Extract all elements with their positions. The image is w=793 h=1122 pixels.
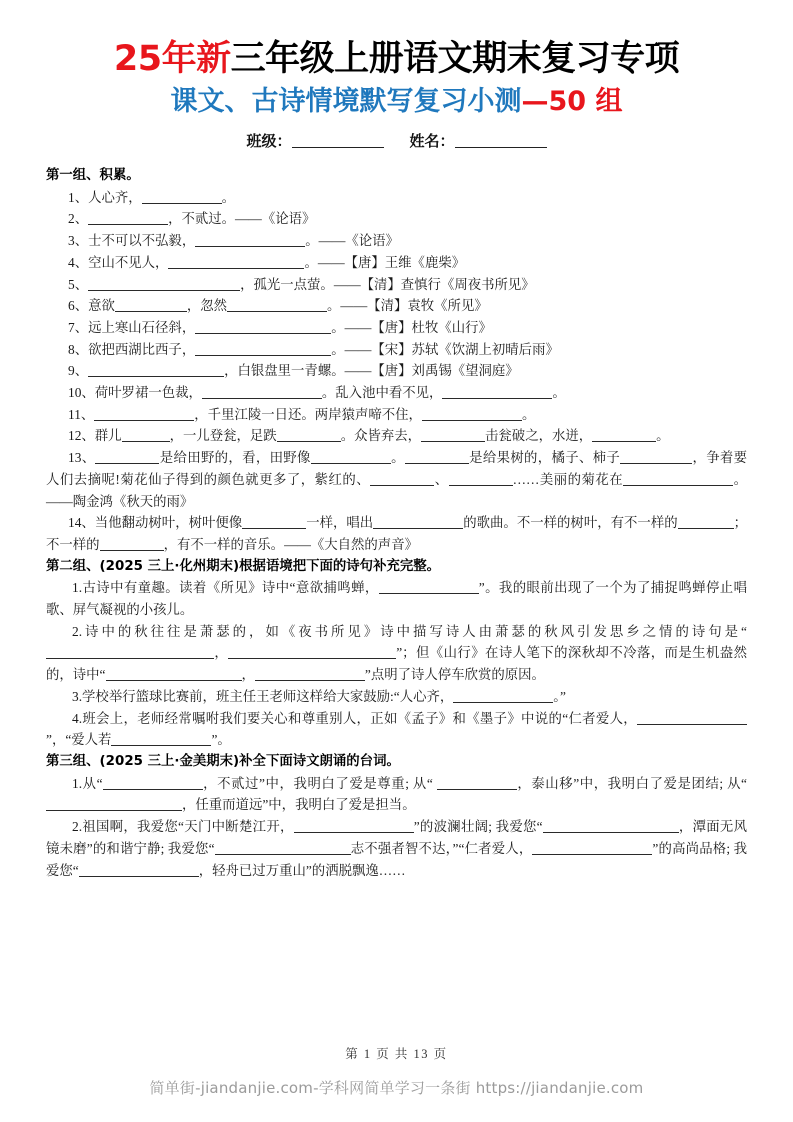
- q-text: ，潭面无风镜未磨”的和谐宁静; 我爱您“: [46, 819, 747, 856]
- q-text: 。——陶金鸿《秋天的雨》: [46, 471, 748, 509]
- question-g1-1: [46, 187, 747, 209]
- answer-blank[interactable]: [421, 428, 485, 442]
- q-text: 4.班会上，老师经常嘱咐我们要关心和尊重别人，正如《孟子》和《墨子》中说的“仁者爱人，: [72, 710, 637, 726]
- answer-blank[interactable]: [88, 211, 168, 225]
- q-text: 。: [390, 450, 405, 466]
- q-text: ，不贰过。——《论语》: [168, 211, 316, 227]
- worksheet-body: [46, 165, 747, 881]
- answer-blank[interactable]: [228, 645, 396, 659]
- q-text: 。——【唐】王维《鹿柴》: [304, 254, 466, 270]
- q-text: ，白银盘里一青螺。——【唐】刘禹锡《望洞庭》: [224, 363, 519, 379]
- question-g1-11: [46, 404, 747, 426]
- answer-blank[interactable]: [442, 385, 552, 399]
- q-text: 13、: [68, 450, 96, 466]
- q-text: 是给田野的，看，田野像: [159, 450, 311, 466]
- subtitle-count-text: —50 组: [521, 86, 623, 117]
- answer-blank[interactable]: [100, 537, 164, 551]
- q-text: 。: [221, 189, 236, 205]
- answer-blank[interactable]: [227, 298, 327, 312]
- q-text: ，任重而道远”中，我明白了爱是担当。: [182, 797, 416, 813]
- answer-blank[interactable]: [202, 385, 322, 399]
- q-text: 的歌曲。不一样的树叶，有不一样的: [463, 515, 678, 531]
- q-text: 。”: [553, 688, 566, 704]
- question-g3-2: [46, 816, 747, 881]
- title-block: [0, 0, 793, 120]
- question-g2-4: [46, 708, 747, 751]
- subtitle-main-text: 课文、古诗情境默写复习小测: [170, 86, 522, 117]
- answer-blank[interactable]: [142, 190, 222, 204]
- q-text: ，不贰过”中，我明白了爱是尊重; 从“: [202, 775, 437, 791]
- name-label: 姓名：: [409, 132, 455, 150]
- question-g1-10: [46, 382, 747, 404]
- answer-blank[interactable]: [195, 320, 331, 334]
- q-text: 3、士不可以不弘毅，: [68, 233, 196, 249]
- answer-blank[interactable]: [379, 580, 479, 594]
- question-g1-4: [46, 252, 747, 274]
- answer-blank[interactable]: [215, 841, 351, 855]
- question-g1-5: [46, 274, 747, 296]
- q-text: 9、: [68, 363, 89, 379]
- answer-blank[interactable]: [94, 407, 194, 421]
- answer-blank[interactable]: [678, 515, 734, 529]
- answer-blank[interactable]: [168, 255, 304, 269]
- name-blank[interactable]: [455, 132, 547, 148]
- q-text: ”。: [211, 732, 231, 748]
- q-text: 11、: [68, 406, 95, 422]
- q-text: 。众皆弃去，: [340, 428, 422, 444]
- answer-blank[interactable]: [294, 819, 414, 833]
- answer-blank[interactable]: [373, 515, 463, 529]
- answer-blank[interactable]: [422, 407, 522, 421]
- page-title: [0, 36, 793, 82]
- q-text: 14、当他翻动树叶，树叶便像: [68, 515, 243, 531]
- answer-blank[interactable]: [111, 732, 211, 746]
- q-text: ；不一样的: [46, 515, 748, 552]
- answer-blank[interactable]: [453, 689, 553, 703]
- student-info-line: [0, 130, 793, 151]
- q-text: ”，“爱人若: [46, 732, 112, 748]
- question-g1-6: [46, 295, 747, 317]
- answer-blank[interactable]: [311, 450, 391, 464]
- answer-blank[interactable]: [95, 450, 159, 464]
- answer-blank[interactable]: [637, 711, 747, 725]
- q-text: ”；但《山行》在诗人笔下的深秋却不冷落，而是生机盎然的，诗中“: [46, 645, 747, 683]
- question-g2-1: [46, 577, 747, 620]
- answer-blank[interactable]: [115, 298, 187, 312]
- page-subtitle: [0, 84, 793, 120]
- q-text: 7、远上寒山石径斜，: [68, 319, 196, 335]
- q-text: ，泰山移”中，我明白了爱是团结; 从“: [516, 775, 747, 791]
- q-text: 、: [434, 471, 449, 487]
- q-text: 志不强者智不达，”“仁者爱人，: [350, 840, 533, 856]
- q-text: 2.诗中的秋往往是萧瑟的，如《夜书所见》诗中描写诗人由萧瑟的秋风引发思乡之情的诗句是“: [72, 623, 747, 639]
- answer-blank[interactable]: [277, 428, 341, 442]
- q-text: 。乱入池中看不见，: [321, 385, 443, 401]
- question-g2-3: [46, 686, 747, 708]
- group-heading-3: 第三组、(2025 三上·金美期末)补全下面诗文朗诵的台词。: [46, 753, 400, 769]
- q-text: 6、意欲: [68, 298, 115, 314]
- question-g1-12: [46, 425, 747, 447]
- q-text: ，孤光一点萤。——【清】查慎行《周夜书所见》: [240, 276, 535, 292]
- q-text: ……美丽的菊花在: [512, 471, 624, 487]
- q-text: ，: [241, 667, 255, 683]
- question-g1-13: [46, 447, 747, 512]
- q-text: 1、人心齐，: [68, 189, 142, 205]
- q-text: ，争着要人们去摘呢!菊花仙子得到的颜色就更多了，紫红的、: [46, 450, 748, 487]
- answer-blank[interactable]: [46, 797, 182, 811]
- answer-blank[interactable]: [437, 776, 517, 790]
- group-heading-2: 第二组、(2025 三上·化州期末)根据语境把下面的诗句补充完整。: [46, 558, 441, 574]
- q-text: ，一儿登瓮，足跌: [169, 428, 277, 444]
- answer-blank[interactable]: [370, 472, 434, 486]
- question-g2-2: [46, 621, 747, 686]
- question-g1-2: [46, 208, 747, 230]
- answer-blank[interactable]: [255, 667, 365, 681]
- q-text: 。: [552, 385, 566, 401]
- q-text: 。——《论语》: [305, 233, 399, 249]
- q-text: 5、: [68, 276, 89, 292]
- q-text: 2.祖国啊，我爱您“天门中断楚江开，: [72, 819, 294, 835]
- q-text: 。: [521, 406, 536, 422]
- answer-blank[interactable]: [449, 472, 513, 486]
- question-g1-9: [46, 360, 747, 382]
- answer-blank[interactable]: [88, 277, 240, 291]
- answer-blank[interactable]: [195, 342, 331, 356]
- q-text: 12、群儿: [68, 428, 122, 444]
- answer-blank[interactable]: [79, 863, 199, 877]
- q-text: ，: [214, 645, 229, 661]
- answer-blank[interactable]: [46, 645, 214, 659]
- q-text: 击瓮破之，水迸，: [485, 428, 593, 444]
- q-text: 。: [656, 428, 670, 444]
- site-watermark-footer: 简单街-jiandanjie.com-学科网简单学习一条街 https://jiandanjie.com: [149, 1079, 644, 1097]
- answer-blank[interactable]: [106, 667, 242, 681]
- class-blank[interactable]: [292, 132, 384, 148]
- page-number-footer: 第 1 页 共 13 页: [345, 1047, 448, 1061]
- q-text: ”的高尚品格; 我爱您“: [46, 840, 747, 878]
- question-g1-7: [46, 317, 747, 339]
- q-text: 3.学校举行篮球比赛前，班主任王老师这样给大家鼓励:“人心齐，: [72, 688, 454, 704]
- question-g3-1: [46, 773, 747, 816]
- answer-blank[interactable]: [592, 428, 656, 442]
- question-g1-3: [46, 230, 747, 252]
- answer-blank[interactable]: [405, 450, 469, 464]
- q-text: 2、: [68, 211, 89, 227]
- group-heading-1: 第一组、积累。: [46, 168, 140, 183]
- q-text: 是给果树的，橘子、柿子: [468, 450, 621, 466]
- q-text: 1.古诗中有童趣。读着《所见》诗中“意欲捕鸣蝉，: [72, 580, 379, 596]
- q-text: 。——【清】袁牧《所见》: [327, 298, 488, 314]
- q-text: 8、欲把西湖比西子，: [68, 341, 196, 357]
- answer-blank[interactable]: [543, 819, 679, 833]
- q-text: 。——【唐】杜牧《山行》: [331, 319, 492, 335]
- q-text: ，有不一样的音乐。——《大自然的声音》: [163, 536, 418, 552]
- q-text: ，忽然: [186, 298, 228, 314]
- answer-blank[interactable]: [532, 841, 652, 855]
- q-text: ”的波澜壮阔; 我爱您“: [413, 819, 543, 835]
- title-main-text: 三年级上册语文期末复习专项: [230, 39, 680, 79]
- answer-blank[interactable]: [623, 472, 733, 486]
- answer-blank[interactable]: [88, 363, 224, 377]
- question-g1-8: [46, 339, 747, 361]
- q-text: 。——【宋】苏轼《饮湖上初晴后雨》: [331, 341, 559, 357]
- class-label: 班级：: [246, 132, 292, 150]
- answer-blank[interactable]: [195, 233, 305, 247]
- title-year-prefix: 25年新: [113, 39, 231, 79]
- q-text: 4、空山不见人，: [68, 254, 169, 270]
- q-text: 一样，唱出: [306, 515, 374, 531]
- q-text: 1.从“: [72, 775, 103, 791]
- q-text: ，轻舟已过万重山”的洒脱飘逸……: [198, 862, 406, 878]
- answer-blank[interactable]: [620, 450, 692, 464]
- q-text: ，千里江陵一日还。两岸猿声啼不住，: [194, 406, 422, 422]
- q-text: ”点明了诗人停车欣赏的原因。: [364, 667, 545, 683]
- answer-blank[interactable]: [122, 428, 170, 442]
- question-g1-14: [46, 512, 747, 555]
- answer-blank[interactable]: [242, 515, 306, 529]
- answer-blank[interactable]: [103, 776, 203, 790]
- q-text: 10、荷叶罗裙一色裁，: [68, 385, 202, 401]
- q-text: ”。我的眼前出现了一个为了捕捉鸣蝉停止唱歌、屏气凝视的小孩儿。: [46, 580, 747, 618]
